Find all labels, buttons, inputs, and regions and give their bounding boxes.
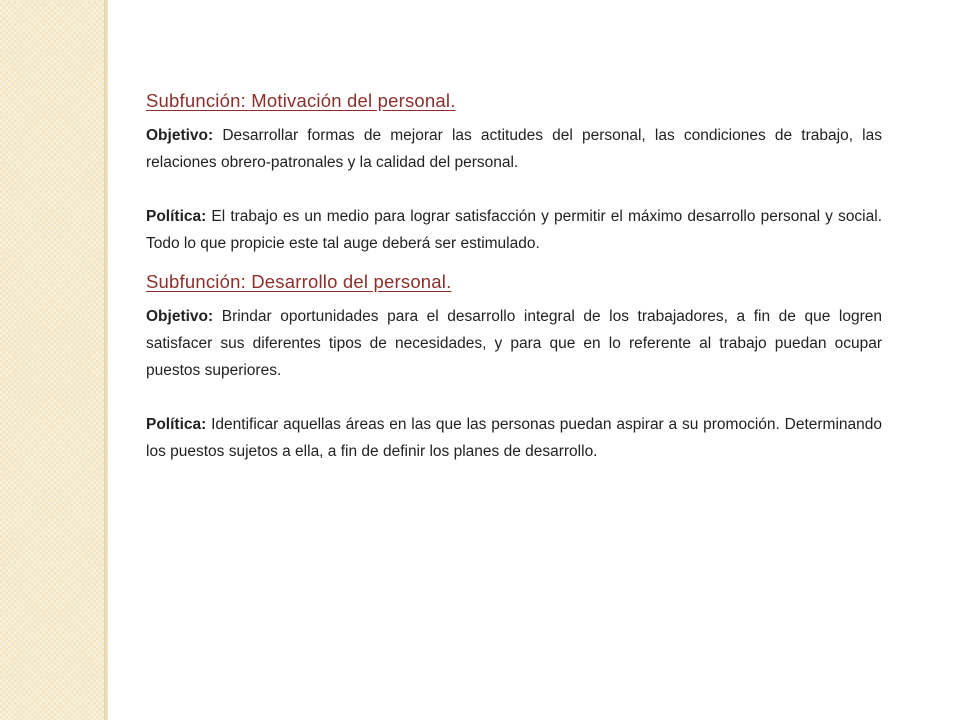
section-heading: Subfunción: Desarrollo del personal. (146, 271, 452, 292)
section-spacer (146, 257, 882, 271)
section-desarrollo (146, 271, 882, 465)
politica-paragraph (146, 411, 882, 465)
objetivo-label: Objetivo: (146, 127, 214, 144)
objetivo-paragraph (146, 303, 882, 384)
section-motivacion (146, 90, 882, 257)
objetivo-text: Desarrollar formas de mejorar las actitudes del personal, las condiciones de trabajo, las relaciones obrero-patronales y la calidad del personal. (146, 127, 882, 171)
politica-label: Política: (146, 416, 207, 433)
objetivo-label: Objetivo: (146, 308, 214, 325)
side-band-edge (104, 0, 108, 720)
politica-text: El trabajo es un medio para lograr satisfacción y permitir el máximo desarrollo personal y social. Todo lo que propicie este tal auge deberá ser estimulado. (146, 208, 882, 252)
slide-content (146, 90, 882, 465)
decorative-side-band (0, 0, 104, 720)
objetivo-text: Brindar oportunidades para el desarrollo integral de los trabajadores, a fin de que logren satisfacer sus diferentes tipos de necesidades, y para que en lo referente al trabajo puedan ocupar puestos superiores. (146, 308, 882, 379)
objetivo-paragraph (146, 122, 882, 176)
paragraph-spacer (146, 176, 882, 203)
politica-text: Identificar aquellas áreas en las que las personas puedan aspirar a su promoción. Determinando los puestos sujetos a ella, a fin de definir los planes de desarrollo. (146, 416, 882, 460)
politica-label: Política: (146, 208, 207, 225)
paragraph-spacer (146, 384, 882, 411)
section-heading: Subfunción: Motivación del personal. (146, 90, 456, 111)
politica-paragraph (146, 203, 882, 257)
